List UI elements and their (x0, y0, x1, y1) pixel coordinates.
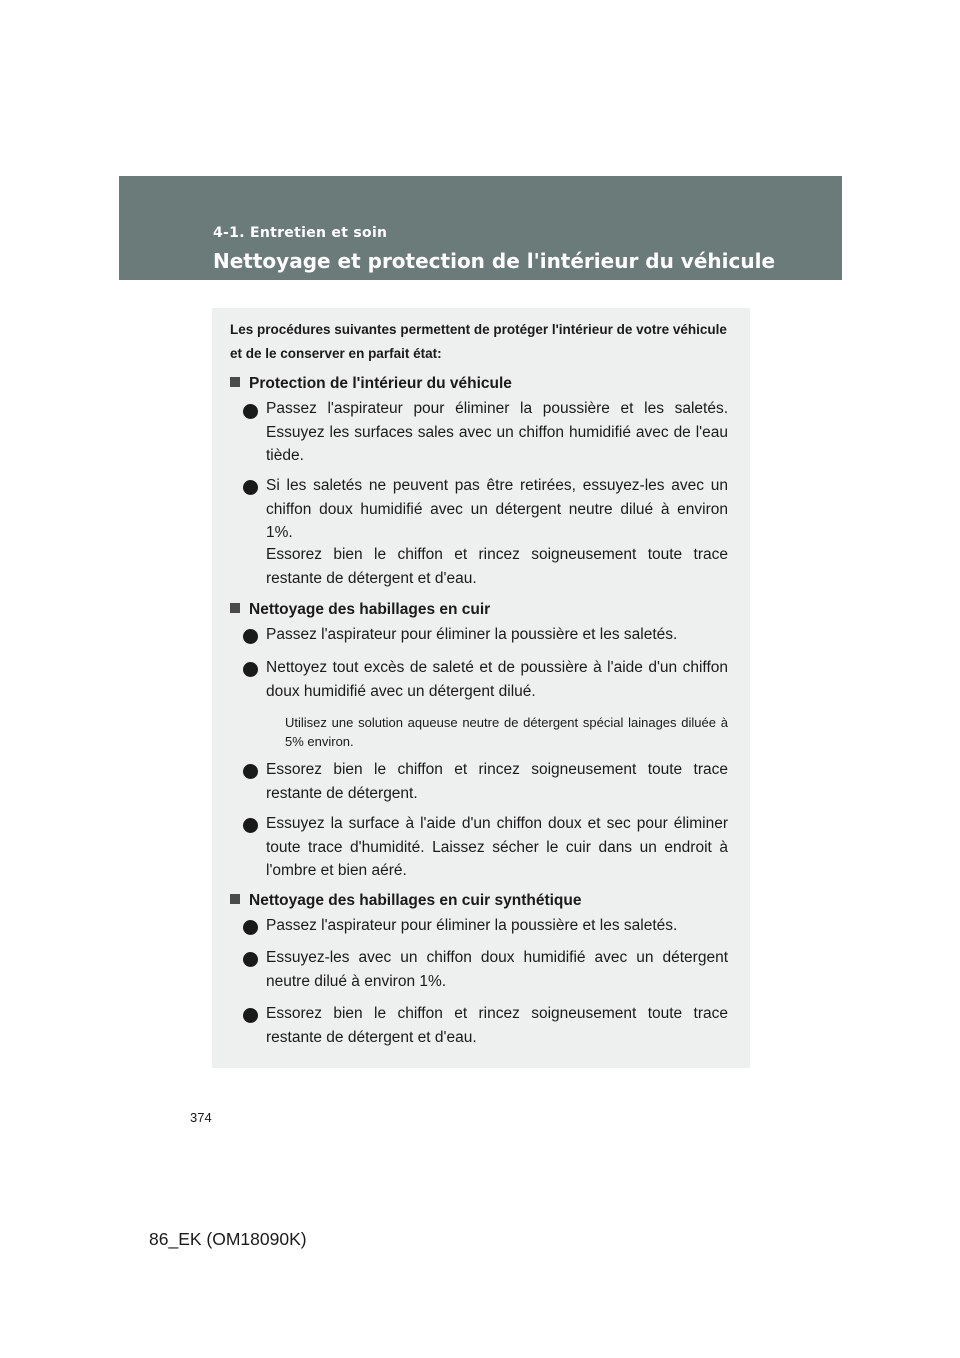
square-bullet-icon (230, 377, 240, 387)
bullet-icon (243, 629, 258, 644)
square-bullet-icon (230, 603, 240, 613)
list-item: Si les saletés ne peuvent pas être retirées, essuyez-les avec un chiffon doux humidifié avec un détergent neutre dilué à environ 1%. (266, 477, 728, 541)
bullet-icon (243, 662, 258, 677)
page-title: Nettoyage et protection de l'intérieur du véhicule (213, 249, 776, 273)
intro-text: Les procédures suivantes permettent de protéger l'intérieur de votre véhicule et de le conserver en parfait état: (230, 322, 727, 361)
list-item: Passez l'aspirateur pour éliminer la poussière et les saletés. (266, 626, 678, 643)
list-item-continued: Essorez bien le chiffon et rincez soigneusement toute trace restante de détergent et d'eau. (266, 546, 728, 587)
bullet-icon (243, 952, 258, 967)
list-item: Nettoyez tout excès de saleté et de poussière à l'aide d'un chiffon doux humidifié avec un détergent dilué. (266, 659, 728, 700)
list-item: Passez l'aspirateur pour éliminer la poussière et les saletés. Essuyez les surfaces sales avec un chiffon humidifié avec de l'eau tiède. (266, 400, 728, 464)
list-item: Essuyez-les avec un chiffon doux humidifié avec un détergent neutre dilué à environ 1%. (266, 949, 728, 990)
bullet-icon (243, 480, 258, 495)
bullet-icon (243, 764, 258, 779)
note-text: Utilisez une solution aqueuse neutre de détergent spécial lainages diluée à 5% environ. (285, 715, 728, 749)
document-code: 86_EK (OM18090K) (149, 1229, 307, 1249)
section-heading-interior-protection: Protection de l'intérieur du véhicule (230, 373, 512, 395)
list-item: Passez l'aspirateur pour éliminer la poussière et les saletés. (266, 917, 678, 934)
bullet-icon (243, 1008, 258, 1023)
list-item: Essuyez la surface à l'aide d'un chiffon doux et sec pour éliminer toute trace d'humidité. Laissez sécher le cuir dans un endroit à l'ombre et bien aéré. (266, 815, 728, 879)
section-heading-synthetic-leather: Nettoyage des habillages en cuir synthétique (230, 890, 581, 912)
bullet-icon (243, 920, 258, 935)
bullet-icon (243, 404, 258, 419)
square-bullet-icon (230, 894, 240, 904)
list-item: Essorez bien le chiffon et rincez soigneusement toute trace restante de détergent. (266, 761, 728, 802)
section-heading-leather: Nettoyage des habillages en cuir (230, 599, 490, 621)
content-panel (212, 308, 750, 1068)
page-number: 374 (190, 1110, 212, 1125)
section-label: 4-1. Entretien et soin (213, 225, 388, 241)
section-header (119, 176, 842, 280)
bullet-icon (243, 818, 258, 833)
list-item: Essorez bien le chiffon et rincez soigneusement toute trace restante de détergent et d'eau. (266, 1005, 728, 1046)
